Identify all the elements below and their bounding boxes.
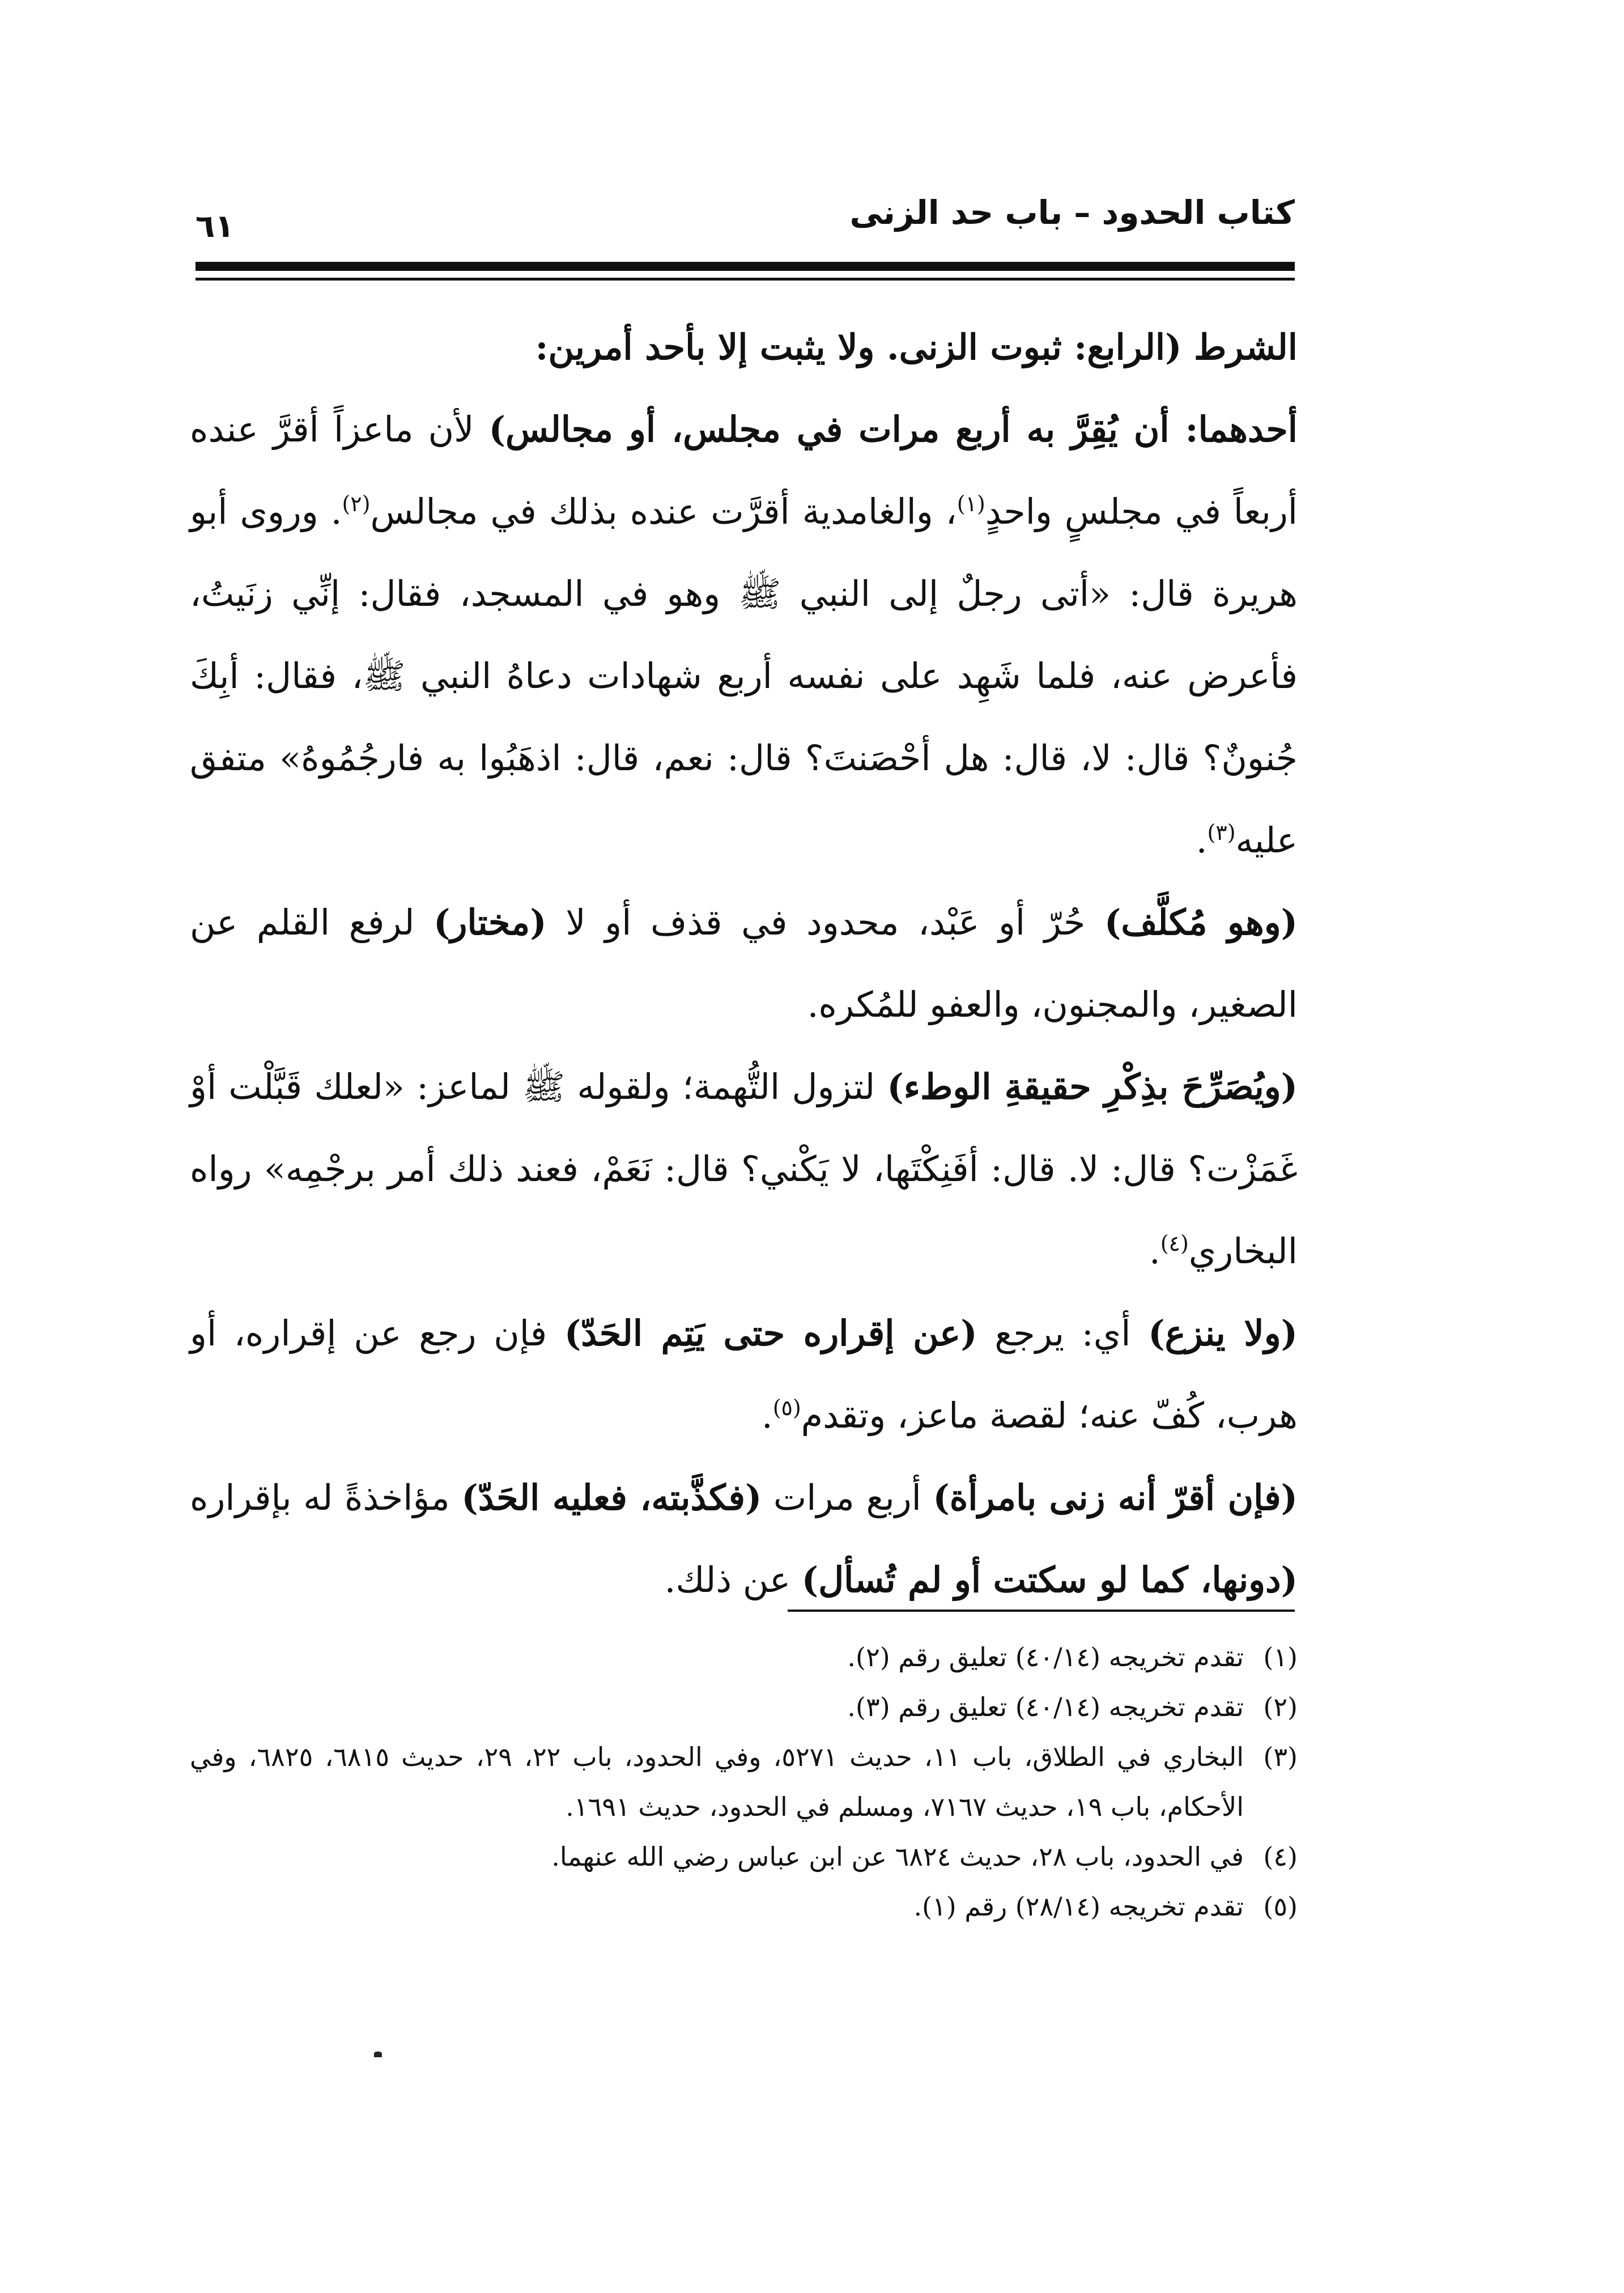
sharh-text: . [761, 1395, 773, 1436]
running-title: كتاب الحدود – باب حد الزنى [849, 193, 1295, 232]
paragraph-mukallaf [190, 881, 1298, 1046]
paragraph-condition [190, 306, 1298, 388]
footnote-ref-5[interactable]: (٥) [772, 1395, 801, 1420]
header-rule-thick [195, 262, 1295, 271]
sharh-text: . [1196, 819, 1208, 861]
matn-text: (دونها، كما لو سكتت أو لم تُسأل) [801, 1559, 1298, 1600]
ink-mark [374, 2052, 382, 2057]
matn-text: (ولا ينزع) [1148, 1313, 1298, 1354]
main-text [190, 306, 1298, 1621]
sharh-text: لتزول التُّهمة؛ ولقوله ﷺ لماعز: «لعلك قَبَّلْت أوْ غَمَزْت؟ قال: لا. قال: أفَنِكْتَها، لا يَكْني؟ قال: نَعَمْ، فعند ذلك أمر برجْمِه» رواه البخاري [190, 1066, 1298, 1272]
sharh-text: عن ذلك. [664, 1559, 802, 1600]
matn-text: (مختار) [433, 902, 547, 943]
footnote-number: (٤) [1263, 1841, 1298, 1872]
footnote-ref-3[interactable]: (٣) [1207, 820, 1236, 845]
footnote-text: تقدم تخريجه (٤٠/١٤) تعليق رقم (٣). [847, 1692, 1244, 1722]
matn-text: (فإن أقرّ أنه زنى بامرأة) [933, 1477, 1298, 1518]
footnote-text: في الحدود، باب ٢٨، حديث ٦٨٢٤ عن ابن عباس رضي الله عنهما. [551, 1841, 1244, 1872]
sharh-text: أربع مرات [762, 1477, 933, 1518]
sharh-text: ، والغامدية أقرَّت عنده بذلك في مجالس [370, 491, 957, 532]
paragraph-retract [190, 1292, 1298, 1457]
paragraph-confession [190, 388, 1298, 881]
footnotes [190, 1632, 1298, 1931]
footnote-text: البخاري في الطلاق، باب ١١، حديث ٥٢٧١، وفي الحدود، باب ٢٢، ٢٩، حديث ٦٨١٥، ٦٨٢٥، وفي الأحكام، باب ١٩، حديث ٧١٦٧، ومسلم في الحدود، حديث ١٦٩١. [190, 1742, 1244, 1822]
footnote-number: (٣) [1263, 1742, 1298, 1772]
paragraph-condition-text: الشرط (الرابع: ثبوت الزنى. ولا يثبت إلا بأحد أمرين: [535, 326, 1298, 368]
sharh-text: فإن رجع عن إقراره، أو هرب، كُفّ عنه؛ لقصة ماعز، وتقدم [190, 1313, 1298, 1436]
footnote-number: (٥) [1263, 1891, 1298, 1922]
sharh-text: . [1149, 1230, 1160, 1272]
footnote-text: تقدم تخريجه (٢٨/١٤) رقم (١). [913, 1891, 1244, 1922]
footnote-1 [190, 1632, 1298, 1682]
footnote-ref-4[interactable]: (٤) [1160, 1231, 1189, 1256]
sharh-text: لرفع القلم عن الصغير، والمجنون، والعفو للمُكره. [190, 902, 1298, 1025]
matn-text: أحدهما: أن يُقِرَّ به أربع مرات في مجلس، أو مجالس) [488, 409, 1298, 450]
footnote-5 [190, 1882, 1298, 1931]
matn-text: (عن إقراره حتى يَتِم الحَدّ) [564, 1313, 977, 1354]
paragraph-woman [190, 1457, 1298, 1621]
matn-text: (ويُصَرِّحَ بذِكْرِ حقيقةِ الوطء) [887, 1066, 1298, 1107]
matn-text: (وهو مُكلَّف) [1104, 902, 1298, 943]
header-rule-thin [195, 278, 1295, 281]
footnote-ref-1[interactable]: (١) [956, 491, 985, 516]
footnote-ref-2[interactable]: (٢) [342, 491, 371, 516]
page-header [195, 187, 1295, 266]
page-number: ٦١ [195, 208, 235, 245]
footnote-text: تقدم تخريجه (٤٠/١٤) تعليق رقم (٢). [847, 1642, 1244, 1672]
footnote-separator [788, 1610, 1295, 1612]
sharh-text: أي: يرجع [977, 1313, 1149, 1354]
sharh-text: حُرّ أو عَبْد، محدود في قذف أو لا [546, 902, 1104, 943]
paragraph-explicit [190, 1046, 1298, 1292]
footnote-4 [190, 1832, 1298, 1882]
sharh-text: مؤاخذةً له بإقراره [190, 1477, 462, 1518]
footnote-number: (٢) [1263, 1692, 1298, 1722]
sharh-text: . وروى أبو هريرة قال: «أتى رجلٌ إلى النبي ﷺ وهو في المسجد، فقال: إنِّي زنَيتُ، فأعرض عنه، فلما شَهِد على نفسه أربع شهادات دعاهُ النبي ﷺ، فقال: أبِكَ جُنونٌ؟ قال: لا، قال: هل أحْصَنتَ؟ قال: نعم، قال: اذهَبُوا به فارجُمُوهُ» متفق عليه [190, 491, 1298, 861]
footnote-2 [190, 1682, 1298, 1732]
matn-text: (فكذَّبته، فعليه الحَدّ) [461, 1477, 762, 1518]
sharh-text: لأن ماعزاً أقرَّ عنده أربعاً في مجلسٍ واحدٍ [190, 409, 1298, 532]
footnote-number: (١) [1263, 1642, 1298, 1672]
footnote-3 [190, 1732, 1298, 1832]
